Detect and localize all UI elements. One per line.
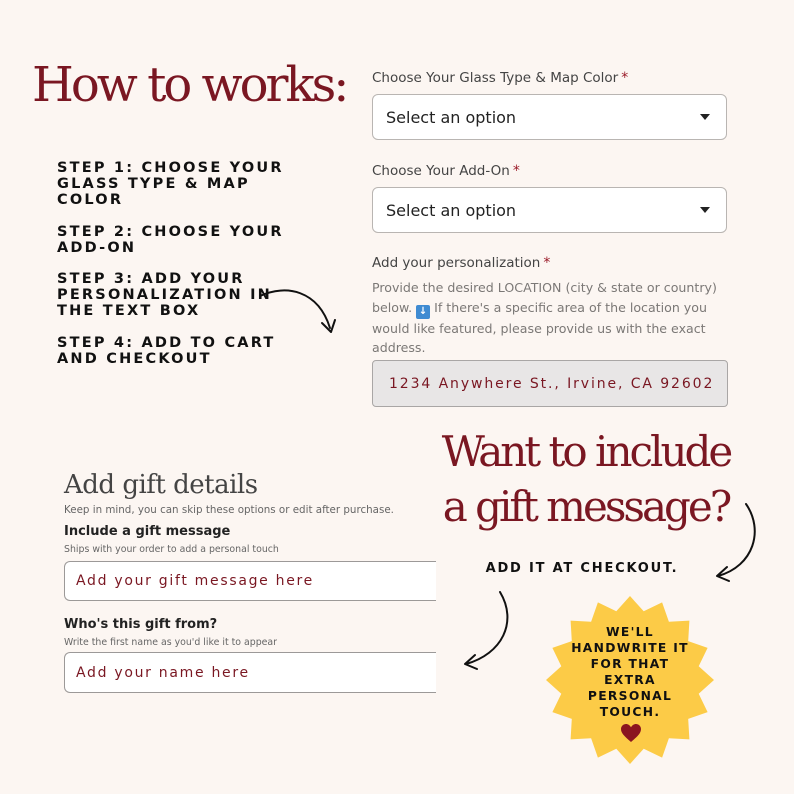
- gift-from-label: Who's this gift from?: [64, 617, 218, 632]
- glass-type-label: Choose Your Glass Type & Map Color *: [372, 70, 629, 86]
- step-1: STEP 1: CHOOSE YOUR GLASS TYPE & MAP COLOR: [57, 160, 284, 208]
- personalization-help: Provide the desired LOCATION (city & state or country) below. ↓ If there's a specific area of the location you would like featured, please provide us with the exact address.: [372, 280, 717, 355]
- gift-from-placeholder: Add your name here: [76, 664, 250, 681]
- how-it-works-title: How to works:: [32, 57, 347, 113]
- gift-message-placeholder: Add your gift message here: [76, 573, 314, 589]
- gift-from-help: Write the first name as you'd like it to appear: [64, 637, 278, 648]
- glass-type-value: Select an option: [386, 107, 517, 127]
- personalization-value: 1234 Anywhere St., Irvine, CA 92602: [389, 375, 715, 392]
- gift-message-label: Include a gift message: [64, 524, 231, 539]
- addon-select[interactable]: [372, 187, 727, 233]
- handwrite-badge-text: WE'LL HANDWRITE IT FOR THAT EXTRA PERSONAL TOUCH.: [571, 625, 689, 719]
- gift-details-title: Add gift details: [64, 470, 258, 500]
- required-mark: *: [621, 70, 629, 86]
- step-4: STEP 4: ADD TO CART AND CHECKOUT: [57, 335, 276, 367]
- heart-icon: [620, 723, 642, 743]
- add-at-checkout-cta: ADD IT AT CHECKOUT.: [485, 561, 679, 576]
- step-2: STEP 2: CHOOSE YOUR ADD-ON: [57, 224, 284, 256]
- required-mark: *: [543, 255, 551, 271]
- gift-details-subtitle: Keep in mind, you can skip these options or edit after purchase.: [64, 504, 394, 516]
- gift-message-input[interactable]: [64, 561, 436, 601]
- required-mark: *: [512, 163, 520, 179]
- down-arrow-emoji-icon: ↓: [416, 305, 430, 319]
- personalization-label: Add your personalization *: [372, 255, 551, 271]
- curved-arrow-icon: [458, 588, 522, 670]
- curved-arrow-icon: [256, 282, 340, 342]
- curved-arrow-icon: [708, 500, 766, 582]
- personalization-input[interactable]: [372, 360, 728, 407]
- addon-label: Choose Your Add-On *: [372, 163, 520, 179]
- gift-message-help: Ships with your order to add a personal touch: [64, 544, 279, 555]
- caret-down-icon: [700, 114, 710, 120]
- caret-down-icon: [700, 207, 710, 213]
- addon-value: Select an option: [386, 200, 517, 220]
- step-3: STEP 3: ADD YOUR PERSONALIZATION IN THE TEXT BOX: [57, 271, 272, 319]
- gift-message-promo-title: Want to include a gift message?: [441, 427, 731, 531]
- glass-type-select[interactable]: [372, 94, 727, 140]
- gift-from-input[interactable]: [64, 652, 436, 693]
